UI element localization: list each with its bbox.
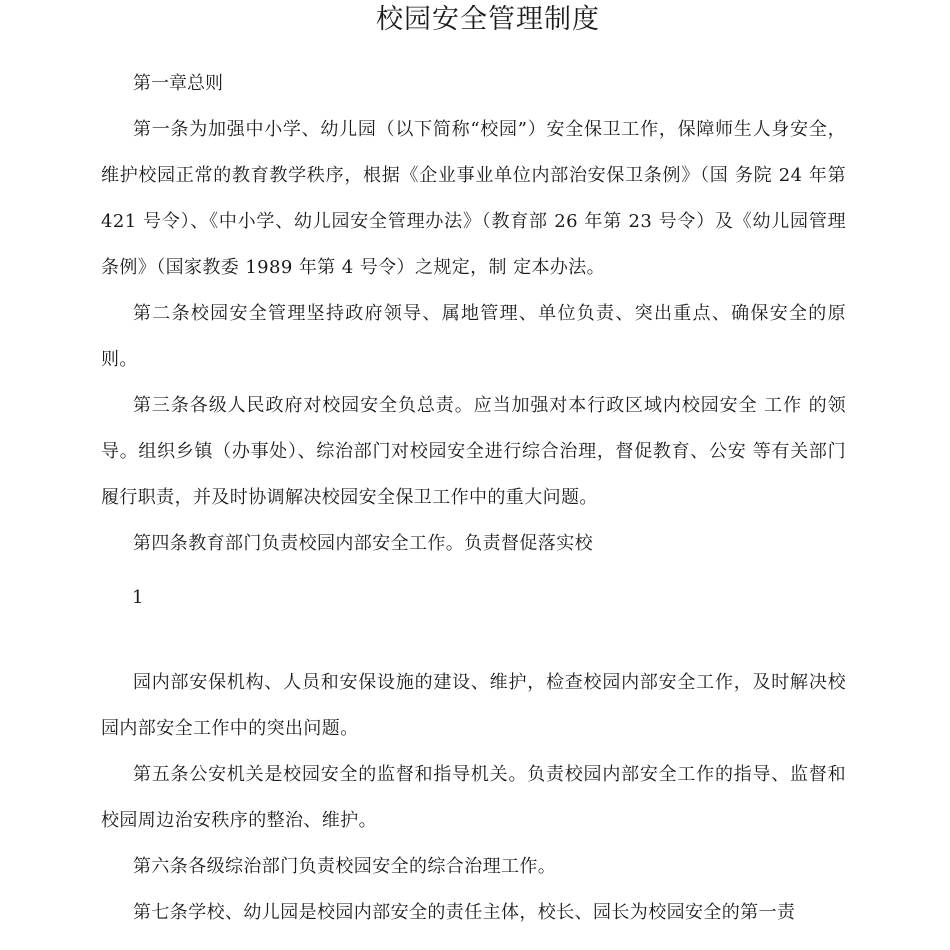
page-number: 1 bbox=[132, 587, 144, 608]
article-7-paragraph: 第七条学校、幼儿园是校园内部安全的责任主体，校长、园长为校园安全的第一责 bbox=[133, 902, 796, 923]
article-5-paragraph: 第五条公安机关是校园安全的监督和指导机关。负责校园内部安全工作的指导、监督和校园周边治安秩序的整治、维护。 bbox=[101, 764, 846, 831]
article-4-paragraph: 第四条教育部门负责校园内部安全工作。负责督促落实校 bbox=[133, 533, 593, 554]
article-3-paragraph: 第三条各级人民政府对校园安全负总责。应当加强对本行政区域内校园安全 工作 的领导。组织乡镇（办事处）、综治部门对校园安全进行综合治理，督促教育、公安 等有关部门履行职责，并及时协调解决校园安全保卫工作中的重大问题。 bbox=[101, 395, 846, 508]
article-2-paragraph: 第二条校园安全管理坚持政府领导、属地管理、单位负责、突出重点、确保安全的原则。 bbox=[101, 303, 846, 370]
section-part1 bbox=[101, 61, 846, 567]
document-title: 校园安全管理制度 bbox=[376, 4, 600, 35]
chapter-heading: 第一章总则 bbox=[133, 73, 223, 94]
section-part2 bbox=[101, 660, 846, 936]
article-4-continuation-paragraph: 园内部安保机构、人员和安保设施的建设、维护，检查校园内部安全工作，及时解决校园内部安全工作中的突出问题。 bbox=[101, 672, 846, 739]
article-6-paragraph: 第六条各级综治部门负责校园安全的综合治理工作。 bbox=[133, 856, 557, 877]
article-1-paragraph: 第一条为加强中小学、幼儿园（以下简称“校园”）安全保卫工作，保障师生人身安全，维护校园正常的教育教学秩序，根据《企业事业单位内部治安保卫条例》（国 务院 24 年第 421 号令）、《中小学、幼儿园安全管理办法》（教育部 26 年第 23 号令）及《幼儿园管理条例》（国家教委 1989 年第 4 号令）之规定，制 定本办法。 bbox=[101, 119, 846, 278]
